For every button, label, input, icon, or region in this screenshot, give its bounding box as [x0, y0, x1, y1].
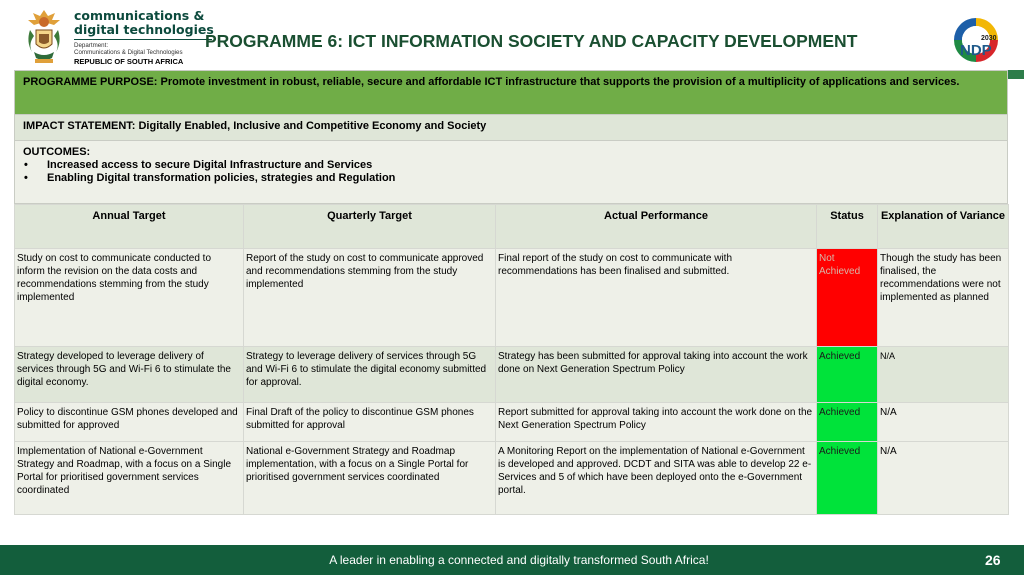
status-badge-achieved: Achieved	[817, 347, 878, 403]
actual-performance-cell: Strategy has been submitted for approval taking into account the work done on Next Generation Spectrum Policy	[496, 347, 817, 403]
accent-bar	[1008, 70, 1024, 79]
explanation-cell: N/A	[878, 347, 1009, 403]
actual-performance-cell: A Monitoring Report on the implementation of National e-Government is developed and approved. DCDT and SITA was able to develop 22 e-Services and 5 of which have been deployed onto the e-Government portal.	[496, 442, 817, 515]
brand-name-line1: communications &	[74, 8, 205, 23]
table-header-row	[15, 205, 1009, 249]
status-badge-achieved: Achieved	[817, 403, 878, 442]
country-label: REPUBLIC OF SOUTH AFRICA	[74, 57, 184, 66]
table-row	[15, 347, 1009, 403]
footer-tagline: A leader in enabling a connected and digitally transformed South Africa!	[329, 553, 709, 567]
bullet-icon: •	[24, 159, 28, 171]
outcomes-section	[14, 141, 1008, 204]
annual-target-cell: Strategy developed to leverage delivery of services through 5G and Wi-Fi 6 to stimulate the digital economy.	[15, 347, 244, 403]
table-row	[15, 249, 1009, 347]
department-logo	[22, 8, 214, 66]
ndp-year: 2030	[981, 35, 997, 42]
department-label: Department:	[74, 42, 109, 49]
status-badge-achieved: Achieved	[817, 442, 878, 515]
actual-performance-cell: Report submitted for approval taking into account the work done on the Next Generation Spectrum Policy	[496, 403, 817, 442]
explanation-cell: Though the study has been finalised, the recommendations were not implemented as planned	[878, 249, 1009, 347]
impact-statement: IMPACT STATEMENT: Digitally Enabled, Inclusive and Competitive Economy and Society	[14, 115, 1008, 141]
outcome-item	[23, 159, 999, 172]
ndp-logo-icon	[952, 16, 1000, 64]
table-row	[15, 442, 1009, 515]
annual-target-cell: Policy to discontinue GSM phones developed and submitted for approved	[15, 403, 244, 442]
column-header-annual-target: Annual Target	[15, 205, 244, 249]
coat-of-arms-icon	[22, 8, 66, 66]
page-number: 26	[985, 552, 1001, 568]
quarterly-target-cell: National e-Government Strategy and Roadmap implementation, with a focus on a Single Portal for prioritised government services coordinated	[244, 442, 496, 515]
column-header-status: Status	[817, 205, 878, 249]
department-name: Communications & Digital Technologies	[74, 49, 183, 56]
outcome-text: Increased access to secure Digital Infrastructure and Services	[47, 159, 373, 171]
brand-name-line2: digital technologies	[74, 22, 214, 37]
programme-purpose: PROGRAMME PURPOSE: Promote investment in robust, reliable, secure and affordable ICT infrastructure that supports the provision of a multiplicity of applications and services.	[14, 70, 1008, 115]
actual-performance-cell: Final report of the study on cost to communicate with recommendations has been finalised and submitted.	[496, 249, 817, 347]
quarterly-target-cell: Report of the study on cost to communicate approved and recommendations stemming from the study implemented	[244, 249, 496, 347]
brand-divider	[74, 39, 212, 40]
outcomes-heading: OUTCOMES:	[23, 146, 91, 158]
column-header-explanation: Explanation of Variance	[878, 205, 1009, 249]
ndp-text: NDP	[960, 42, 992, 59]
footer-bar	[0, 545, 1024, 575]
programme-grid	[14, 70, 1008, 515]
quarterly-target-cell: Final Draft of the policy to discontinue GSM phones submitted for approval	[244, 403, 496, 442]
table-row	[15, 403, 1009, 442]
outcome-text: Enabling Digital transformation policies, strategies and Regulation	[47, 172, 396, 184]
bullet-icon: •	[24, 172, 28, 184]
outcome-item	[23, 172, 999, 185]
explanation-cell: N/A	[878, 403, 1009, 442]
annual-target-cell: Implementation of National e-Government Strategy and Roadmap, with a focus on a Single Portal for prioritised government services coordinated	[15, 442, 244, 515]
performance-table	[14, 204, 1009, 515]
explanation-cell: N/A	[878, 442, 1009, 515]
column-header-quarterly-target: Quarterly Target	[244, 205, 496, 249]
column-header-actual-performance: Actual Performance	[496, 205, 817, 249]
status-badge-not-achieved: Not Achieved	[817, 249, 878, 347]
quarterly-target-cell: Strategy to leverage delivery of services through 5G and Wi-Fi 6 to stimulate the digital economy submitted for approval.	[244, 347, 496, 403]
page-title: PROGRAMME 6: ICT INFORMATION SOCIETY AND CAPACITY DEVELOPMENT	[205, 31, 858, 51]
annual-target-cell: Study on cost to communicate conducted to inform the revision on the data costs and recommendations stemming from the study implemented	[15, 249, 244, 347]
